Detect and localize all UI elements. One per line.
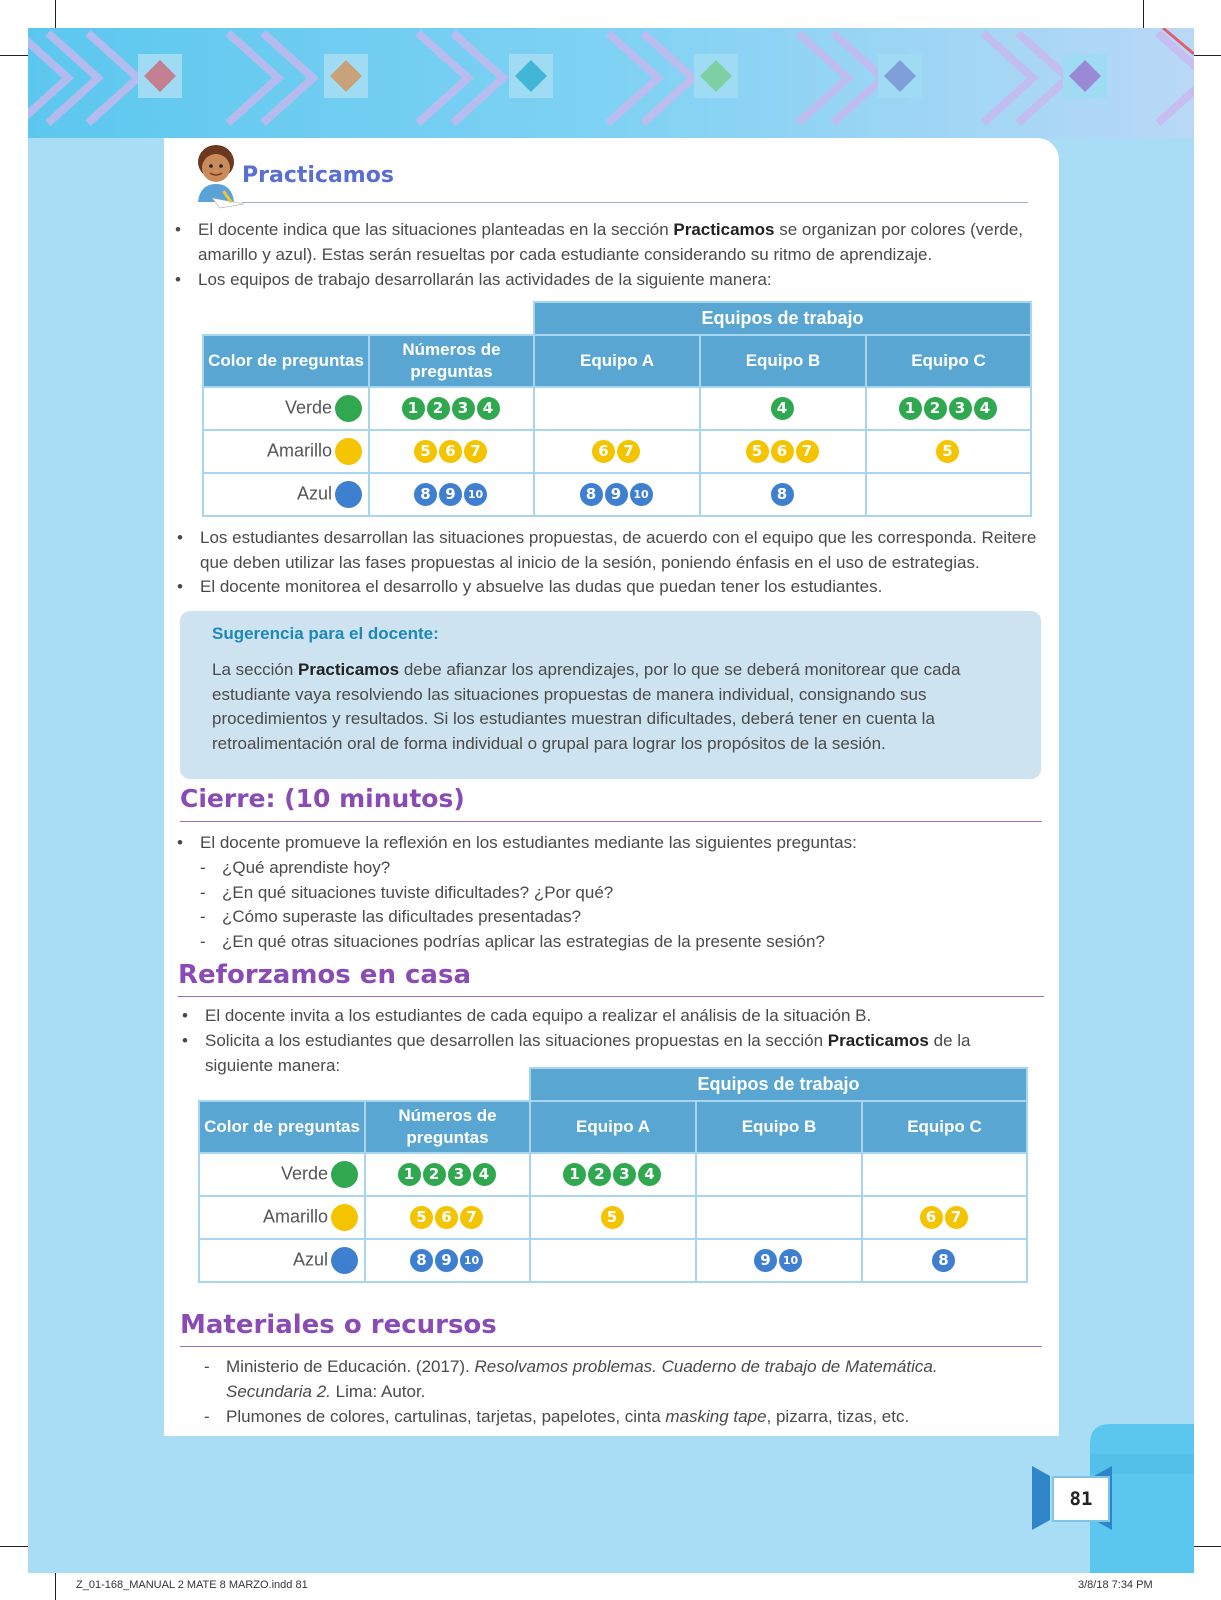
header-team-a: Equipo A: [534, 335, 700, 387]
question-number-chip: 6: [769, 438, 796, 465]
question-number-chip: 9: [437, 481, 464, 508]
color-label: Verde: [280, 1163, 328, 1184]
bullet-dot: •: [175, 270, 181, 289]
color-label: Azul: [296, 483, 332, 504]
question-number-chip: 4: [972, 395, 999, 422]
color-dot-icon: [331, 1247, 358, 1274]
question-number-chip: 9: [752, 1247, 779, 1274]
number-chips: [370, 481, 533, 508]
question-number-chip: 4: [769, 395, 796, 422]
number-chips: [697, 1247, 861, 1274]
color-label: Azul: [292, 1249, 328, 1270]
team-a-cell: [534, 473, 700, 516]
header-team-b: Equipo B: [696, 1101, 862, 1153]
dash: -: [200, 882, 206, 902]
dash: -: [204, 1357, 210, 1376]
numbers-cell: [365, 1153, 530, 1196]
table-row: [199, 1239, 1027, 1282]
bullet-dot: •: [177, 528, 183, 547]
practicamos-bullet-2: Los equipos de trabajo desarrollarán las actividades de la siguiente manera:: [198, 270, 772, 289]
question-number-chip: 10: [777, 1247, 804, 1274]
table-blank: [203, 302, 534, 335]
team-a-cell: [534, 430, 700, 473]
materiales-item-1: Ministerio de Educación. (2017). Resolvamos problemas. Cuaderno de trabajo de Matemática. Secundaria 2. Lima: Autor.: [226, 1357, 938, 1401]
numbers-cell: [365, 1196, 530, 1239]
header-team-c: Equipo C: [866, 335, 1031, 387]
table-row: [203, 473, 1031, 516]
number-chips: [370, 395, 533, 422]
reflection-question: [200, 930, 1038, 955]
question-number-chip: 8: [769, 481, 796, 508]
team-a-cell: [534, 387, 700, 430]
materiales-title: Materiales o recursos: [180, 1310, 497, 1340]
color-dot-icon: [335, 481, 362, 508]
number-chips: [535, 438, 699, 465]
numbers-cell: [369, 430, 534, 473]
header-team-a: Equipo A: [530, 1101, 696, 1153]
number-chips: [863, 1247, 1026, 1274]
color-label: Verde: [284, 397, 332, 418]
dash: -: [204, 1407, 210, 1426]
bullet-dot: •: [177, 577, 183, 596]
header-team-c: Equipo C: [862, 1101, 1027, 1153]
footer-file: Z_01-168_MANUAL 2 MATE 8 MARZO.indd 81: [76, 1579, 308, 1591]
color-dot-icon: [335, 395, 362, 422]
question-text: ¿Qué aprendiste hoy?: [222, 858, 391, 877]
reflection-question: [200, 881, 1038, 906]
color-label: Amarillo: [262, 1206, 328, 1227]
question-number-chip: 3: [446, 1161, 473, 1188]
color-label-cell: [203, 430, 369, 473]
dash: -: [200, 931, 206, 951]
question-number-chip: 8: [930, 1247, 957, 1274]
question-text: ¿Cómo superaste las dificultades presentadas?: [222, 907, 582, 926]
question-number-chip: 10: [462, 481, 489, 508]
question-text: ¿En qué situaciones tuviste dificultades? ¿Por qué?: [222, 882, 614, 902]
materiales-rule: [180, 1346, 1042, 1347]
color-label-cell: [199, 1153, 365, 1196]
question-number-chip: 4: [636, 1161, 663, 1188]
question-number-chip: 1: [561, 1161, 588, 1188]
crop-mark: [0, 1546, 28, 1547]
header-teams: Equipos de trabajo: [530, 1068, 1027, 1101]
page-number: 81: [1052, 1476, 1110, 1522]
practicamos-rule: [242, 202, 1028, 203]
question-number-chip: 4: [471, 1161, 498, 1188]
question-number-chip: 7: [462, 438, 489, 465]
team-a-cell: [530, 1239, 696, 1282]
header-team-b: Equipo B: [700, 335, 866, 387]
cierre-rule: [180, 821, 1042, 822]
header-teams: Equipos de trabajo: [534, 302, 1031, 335]
team-c-cell: [862, 1239, 1027, 1282]
question-number-chip: 6: [590, 438, 617, 465]
bullet-dot: •: [175, 220, 181, 239]
header-numbers: Números de preguntas: [365, 1101, 530, 1153]
number-chips: [531, 1161, 695, 1188]
question-number-chip: 8: [408, 1247, 435, 1274]
question-number-chip: 2: [586, 1161, 613, 1188]
question-number-chip: 2: [421, 1161, 448, 1188]
cierre-bullet: El docente promueve la reflexión en los estudiantes mediante las siguientes preguntas:: [200, 833, 857, 852]
numbers-cell: [365, 1239, 530, 1282]
question-text: ¿En qué otras situaciones podrías aplicar las estrategias de la presente sesión?: [222, 931, 825, 951]
color-dot-icon: [331, 1204, 358, 1231]
team-b-cell: [700, 473, 866, 516]
team-b-cell: [700, 430, 866, 473]
number-chips: [867, 438, 1030, 465]
team-b-cell: [696, 1239, 862, 1282]
number-chips: [366, 1204, 529, 1231]
question-number-chip: 5: [934, 438, 961, 465]
color-label: Amarillo: [266, 440, 332, 461]
team-a-cell: [530, 1196, 696, 1239]
table-blank: [199, 1068, 530, 1101]
team-c-cell: [866, 387, 1031, 430]
team-c-cell: [862, 1153, 1027, 1196]
reforzamos-title: Reforzamos en casa: [178, 960, 471, 990]
cierre-questions: [200, 856, 1038, 954]
number-chips: [366, 1247, 529, 1274]
number-chips: [701, 395, 865, 422]
question-number-chip: 8: [412, 481, 439, 508]
teams-table-1: [202, 301, 1032, 517]
number-chips: [370, 438, 533, 465]
suggestion-title: Sugerencia para el docente:: [212, 624, 439, 643]
crop-mark: [0, 55, 28, 56]
team-c-cell: [862, 1196, 1027, 1239]
color-label-cell: [199, 1196, 365, 1239]
numbers-cell: [369, 387, 534, 430]
suggestion-text: La sección Practicamos debe afianzar los aprendizajes, por lo que se deberá monitorear que cada estudiante vaya resolviendo las situaciones propuestas de manera individual, consignando sus procedimientos y resultados. Si los estudiantes muestran dificultades, deberá tener en cuenta la retroalimentación oral de forma individual o grupal para lograr los propósitos de la sesión.: [212, 660, 961, 753]
number-chips: [366, 1161, 529, 1188]
team-b-cell: [696, 1153, 862, 1196]
question-number-chip: 2: [922, 395, 949, 422]
number-chips: [863, 1204, 1026, 1231]
student-writing-icon: [190, 140, 246, 210]
color-label-cell: [203, 473, 369, 516]
reforzamos-bullet-1: El docente invita a los estudiantes de cada equipo a realizar el análisis de la situación B.: [205, 1006, 872, 1025]
after-table-bullet-1: Los estudiantes desarrollan las situaciones propuestas, de acuerdo con el equipo que les corresponda. Reitere que deben utilizar las fases propuestas al inicio de la sesión, poniendo énfasis en el uso de estrategias.: [200, 528, 1037, 572]
materiales-item-2: Plumones de colores, cartulinas, tarjetas, papelotes, cinta masking tape, pizarra, tizas, etc.: [226, 1407, 910, 1426]
after-table-bullet-2: El docente monitorea el desarrollo y absuelve las dudas que puedan tener los estudiantes.: [200, 577, 883, 596]
reforzamos-rule: [178, 996, 1044, 997]
question-number-chip: 5: [408, 1204, 435, 1231]
team-c-cell: [866, 473, 1031, 516]
question-number-chip: 2: [425, 395, 452, 422]
footer-date: 3/8/18 7:34 PM: [1078, 1579, 1153, 1591]
question-number-chip: 8: [578, 481, 605, 508]
header-color: Color de preguntas: [199, 1101, 365, 1153]
crop-mark: [1194, 1546, 1221, 1547]
question-number-chip: 1: [396, 1161, 423, 1188]
question-number-chip: 3: [450, 395, 477, 422]
question-number-chip: 5: [744, 438, 771, 465]
team-b-cell: [700, 387, 866, 430]
crop-mark: [55, 0, 56, 28]
crop-mark: [1143, 0, 1144, 28]
question-number-chip: 6: [433, 1204, 460, 1231]
question-number-chip: 5: [412, 438, 439, 465]
question-number-chip: 7: [615, 438, 642, 465]
number-chips: [701, 438, 865, 465]
table-row: [199, 1153, 1027, 1196]
crop-mark: [1194, 55, 1221, 56]
question-number-chip: 9: [433, 1247, 460, 1274]
question-number-chip: 4: [475, 395, 502, 422]
question-number-chip: 10: [458, 1247, 485, 1274]
header-numbers: Números de preguntas: [369, 335, 534, 387]
table-row: [199, 1196, 1027, 1239]
team-b-cell: [696, 1196, 862, 1239]
color-label-cell: [203, 387, 369, 430]
bullet-dot: •: [182, 1006, 188, 1025]
team-c-cell: [866, 430, 1031, 473]
numbers-cell: [369, 473, 534, 516]
table-row: [203, 430, 1031, 473]
practicamos-title: Practicamos: [242, 163, 394, 188]
reforzamos-bullet-2: Solicita a los estudiantes que desarrollen las situaciones propuestas en la sección Practicamos de la siguiente manera:: [205, 1031, 971, 1075]
table-row: [203, 387, 1031, 430]
header-color: Color de preguntas: [203, 335, 369, 387]
question-number-chip: 6: [918, 1204, 945, 1231]
bullet-dot: •: [182, 1031, 188, 1050]
dash: -: [200, 907, 206, 926]
question-number-chip: 9: [603, 481, 630, 508]
number-chips: [535, 481, 699, 508]
teams-table-2: [198, 1067, 1028, 1283]
question-number-chip: 7: [943, 1204, 970, 1231]
reflection-question: [200, 856, 1038, 881]
question-number-chip: 3: [611, 1161, 638, 1188]
question-number-chip: 1: [400, 395, 427, 422]
color-dot-icon: [331, 1161, 358, 1188]
question-number-chip: 5: [599, 1204, 626, 1231]
crop-mark: [55, 1573, 56, 1600]
dash: -: [200, 858, 206, 877]
question-number-chip: 7: [794, 438, 821, 465]
number-chips: [531, 1204, 695, 1231]
question-number-chip: 1: [897, 395, 924, 422]
question-number-chip: 7: [458, 1204, 485, 1231]
cierre-title: Cierre: (10 minutos): [180, 784, 465, 813]
question-number-chip: 6: [437, 438, 464, 465]
number-chips: [701, 481, 865, 508]
color-label-cell: [199, 1239, 365, 1282]
bullet-dot: •: [177, 833, 183, 852]
reflection-question: [200, 905, 1038, 930]
decorative-banner: [28, 28, 1194, 138]
question-number-chip: 3: [947, 395, 974, 422]
question-number-chip: 10: [628, 481, 655, 508]
color-dot-icon: [335, 438, 362, 465]
practicamos-bullet-1: El docente indica que las situaciones planteadas en la sección Practicamos se organizan por colores (verde, amarillo y azul). Estas serán resueltas por cada estudiante considerando su ritmo de aprendizaje.: [198, 220, 1024, 264]
number-chips: [867, 395, 1030, 422]
team-a-cell: [530, 1153, 696, 1196]
